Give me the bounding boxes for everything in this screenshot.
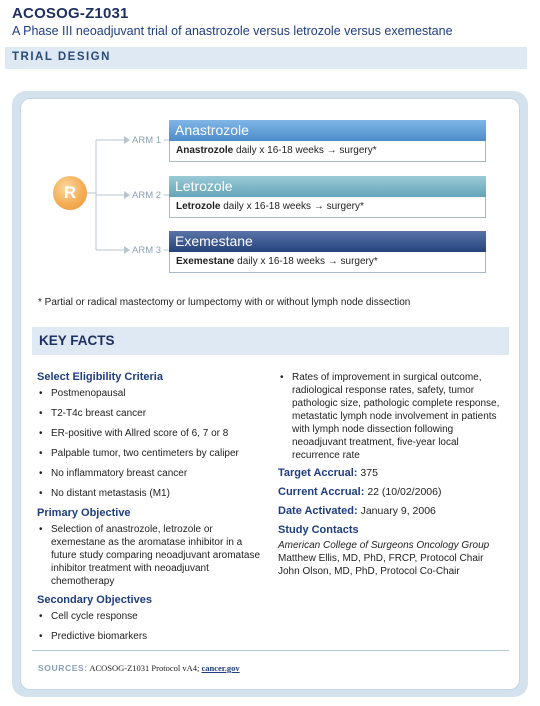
key-facts-heading: KEY FACTS [39, 333, 115, 348]
study-contacts-org: American College of Surgeons Oncology Group [278, 540, 490, 551]
arm-2-regimen-text: daily x 16-18 weeks → surgery* [220, 201, 364, 212]
eligibility-item: • No distant metastasis (M1) [37, 487, 262, 500]
secondary-objectives-continued [278, 371, 508, 462]
eligibility-item: • Postmenopausal [37, 387, 262, 400]
sources-line [38, 663, 240, 673]
eligibility-item: • ER-positive with Allred score of 6, 7 or 8 [37, 427, 262, 440]
key-facts-bar [32, 327, 509, 355]
eligibility-item: • Palpable tumor, two centimeters by caliper [37, 447, 262, 460]
current-accrual-label: Current Accrual: [278, 486, 365, 498]
arm-2-drug: Letrozole [169, 176, 486, 197]
arm-2-regimen [169, 197, 486, 218]
primary-objective-heading: Primary Objective [37, 507, 131, 519]
eligibility-list [37, 387, 262, 500]
key-facts-left-column [37, 371, 262, 650]
study-contact: Matthew Ellis, MD, PhD, FRCP, Protocol Chair [278, 553, 484, 564]
trial-title: ACOSOG-Z1031 [12, 5, 129, 22]
current-accrual [278, 486, 508, 499]
target-accrual [278, 467, 508, 480]
arm-3-regimen [169, 252, 486, 273]
arm-1-label: ARM 1 [132, 135, 162, 146]
secondary-objectives-list [37, 610, 262, 643]
key-facts-right-column [278, 371, 508, 578]
eligibility-item: • No inflammatory breast cancer [37, 467, 262, 480]
randomize-circle: R [53, 176, 87, 210]
arm-1-regimen-drug: Anastrozole [176, 145, 234, 156]
arm-1-regimen [169, 141, 486, 162]
arm-1-regimen-text: daily x 16-18 weeks → surgery* [233, 145, 377, 156]
study-contacts-heading: Study Contacts [278, 524, 359, 536]
eligibility-item: • T2-T4c breast cancer [37, 407, 262, 420]
study-contact: John Olson, MD, PhD, Protocol Co-Chair [278, 566, 460, 577]
design-footnote: * Partial or radical mastectomy or lumpectomy with or without lymph node dissection [38, 297, 411, 308]
target-accrual-label: Target Accrual: [278, 467, 358, 479]
trial-subtitle: A Phase III neoadjuvant trial of anastrozole versus letrozole versus exemestane [12, 24, 453, 38]
secondary-objective-item: • Rates of improvement in surgical outcome, radiological response rates, safety, tumor pathologic size, pathologic complete response, metastatic lymph node involvement in patients with lymph node dissection following neoadjuvant treatment, five-year local recurrence rate [278, 371, 508, 462]
sources-divider [32, 650, 509, 651]
date-activated [278, 505, 508, 518]
secondary-objective-item: • Cell cycle response [37, 610, 262, 623]
sources-text: ACOSOG-Z1031 Protocol vA4; [89, 663, 200, 673]
arm-2-label: ARM 2 [132, 190, 162, 201]
arm-3-regimen-text: daily x 16-18 weeks → surgery* [234, 256, 378, 267]
arm-3-drug: Exemestane [169, 231, 486, 252]
arm-1-drug: Anastrozole [169, 120, 486, 141]
primary-objective-list [37, 523, 262, 588]
date-activated-value: January 9, 2006 [360, 505, 436, 517]
secondary-objective-item: • Predictive biomarkers [37, 630, 262, 643]
target-accrual-value: 375 [360, 467, 378, 479]
sources-label: SOURCES: [38, 663, 88, 673]
arm-2-regimen-drug: Letrozole [176, 201, 221, 212]
secondary-objectives-heading: Secondary Objectives [37, 594, 152, 606]
section-heading: TRIAL DESIGN [12, 51, 111, 63]
date-activated-label: Date Activated: [278, 505, 358, 517]
eligibility-heading: Select Eligibility Criteria [37, 371, 163, 383]
current-accrual-value: 22 (10/02/2006) [367, 486, 442, 498]
arm-3-regimen-drug: Exemestane [176, 256, 235, 267]
sources-link[interactable]: cancer.gov [201, 663, 240, 673]
primary-objective-item: • Selection of anastrozole, letrozole or exemestane as the aromatase inhibitor in a future study comparing neoadjuvant aromatase inhibitor treatment with neoadjuvant chemotherapy [37, 523, 262, 588]
arm-3-label: ARM 3 [132, 245, 162, 256]
